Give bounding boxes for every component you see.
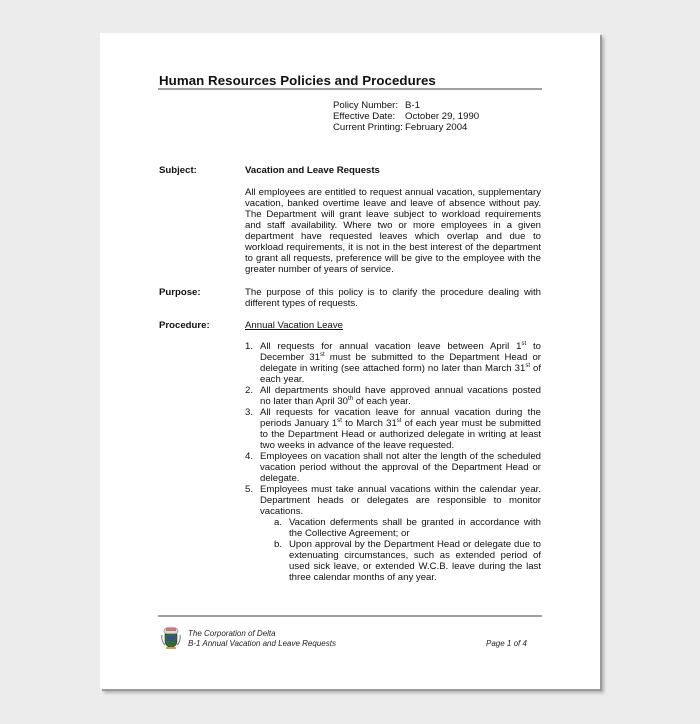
superscript: st xyxy=(319,352,325,358)
item-text: All departments should have approved annual vacations posted no later than April 30 xyxy=(260,385,541,407)
item-text: must be submitted to the Department Head or delegate in writing (see attached form) no later than March 31 xyxy=(260,352,542,374)
item-text: of each year must be submitted to the Department Head or authorized delegate in writing at least two weeks in advance of the leave requested. xyxy=(260,418,542,451)
item-number: 2. xyxy=(245,385,254,396)
procedure-label: Procedure: xyxy=(159,320,210,331)
subject-title: Vacation and Leave Requests xyxy=(245,165,380,176)
item-text: Employees must take annual vacations within the calendar year. Department heads or delegates are responsible to monitor vacations. xyxy=(260,484,541,517)
document-title: Human Resources Policies and Procedures xyxy=(159,73,436,88)
meta-key: Policy Number: xyxy=(333,100,399,111)
item-number: 5. xyxy=(245,484,254,495)
procedure-heading: Annual Vacation Leave xyxy=(245,320,343,331)
item-text: of each year. xyxy=(353,396,411,407)
item-text: of each year. xyxy=(260,363,541,385)
item-text: to December 31 xyxy=(260,341,541,363)
superscript: st xyxy=(337,418,342,424)
meta-key: Current Printing: xyxy=(333,122,403,133)
procedure-item xyxy=(245,385,541,407)
item-text: All requests for annual vacation leave between April 1 xyxy=(260,341,522,352)
procedure-item xyxy=(245,484,541,583)
document-page xyxy=(100,33,600,689)
procedure-sublist xyxy=(260,517,541,583)
meta-key: Effective Date: xyxy=(333,111,396,122)
procedure-subitem xyxy=(274,517,541,539)
superscript: st xyxy=(521,341,527,347)
meta-value: B-1 xyxy=(405,100,420,111)
item-text: Employees on vacation shall not alter the length of the scheduled vacation period without the approval of the Department Head or delegate. xyxy=(260,451,541,484)
procedure-subitem xyxy=(274,539,541,583)
purpose-body: The purpose of this policy is to clarify the procedure dealing with different types of requests. xyxy=(245,287,541,309)
superscript: th xyxy=(348,396,354,402)
footer-text xyxy=(188,629,336,649)
procedure-item xyxy=(245,407,541,451)
item-letter: b. xyxy=(274,539,283,550)
subject-body: All employees are entitled to request annual vacation, supplementary vacation, banked overtime leave and leave of absence without pay. The Department will grant leave subject to workload requirements and staff availability. Where two or more employees in a given department have requested leaves which overlap and due to workload requirements, it is not in the best interest of the department to grant all requests, preference will be give to the employee with the greater number of years of service. xyxy=(245,187,541,275)
purpose-label: Purpose: xyxy=(159,287,201,298)
page-number: Page 1 of 4 xyxy=(486,639,527,648)
meta-row-effective-date xyxy=(333,111,479,122)
item-text: to March 31 xyxy=(341,418,397,429)
procedure-item xyxy=(245,341,541,385)
meta-row-policy-number xyxy=(333,100,479,111)
item-text: All requests for vacation leave for annual vacation during the periods January 1 xyxy=(260,407,541,429)
item-number: 4. xyxy=(245,451,254,462)
superscript: st xyxy=(396,418,402,424)
item-letter: a. xyxy=(274,517,283,528)
footer-divider xyxy=(158,615,542,617)
meta-value: October 29, 1990 xyxy=(405,111,480,122)
meta-value: February 2004 xyxy=(405,122,468,133)
superscript: st xyxy=(525,363,530,369)
item-text: Vacation deferments shall be granted in accordance with the Collective Agreement; or xyxy=(289,517,541,539)
item-number: 3. xyxy=(245,407,254,418)
item-number: 1. xyxy=(245,341,254,352)
footer-doc: B-1 Annual Vacation and Leave Requests xyxy=(188,639,336,648)
procedure-item xyxy=(245,451,541,484)
policy-meta xyxy=(333,100,479,133)
title-divider xyxy=(158,88,542,90)
footer-org: The Corporation of Delta xyxy=(188,629,276,638)
delta-crest-icon xyxy=(160,625,182,651)
meta-row-current-printing xyxy=(333,122,479,133)
subject-label: Subject: xyxy=(159,165,197,176)
procedure-list xyxy=(245,341,541,583)
item-text: Upon approval by the Department Head or delegate due to extenuating circumstances, such as extended period of used sick leave, or extended W.C.B. leave during the last three calendar months of any year. xyxy=(289,539,541,583)
